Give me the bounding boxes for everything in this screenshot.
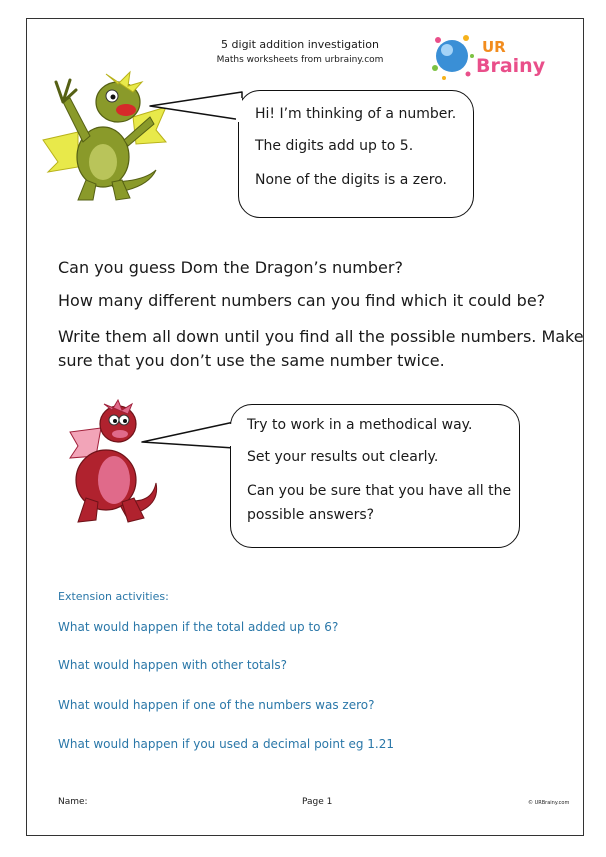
question-text: How many different numbers can you find which it could be? <box>58 291 546 310</box>
question-text: Write them all down until you find all the possible numbers. Make <box>58 327 584 346</box>
extension-item: What would happen if one of the numbers was zero? <box>58 698 375 712</box>
bubble1-line: Hi! I’m thinking of a number. <box>255 106 457 122</box>
logo-text-ur: UR <box>482 38 506 56</box>
speech-bubble-green-dragon <box>238 90 474 218</box>
extension-item: What would happen with other totals? <box>58 658 287 672</box>
bubble2-tail-join <box>228 424 234 446</box>
question-text: sure that you don’t use the same number twice. <box>58 351 445 370</box>
extension-item: What would happen if you used a decimal point eg 1.21 <box>58 737 395 751</box>
name-label: Name: <box>58 797 88 807</box>
speech-bubble-tail-2 <box>142 422 242 462</box>
extension-item: What would happen if the total added up to 6? <box>58 620 339 634</box>
speech-bubble-tail-1 <box>150 90 250 130</box>
bubble2-line: possible answers? <box>247 507 375 523</box>
urbrainy-logo <box>430 28 550 83</box>
worksheet-subtitle: Maths worksheets from urbrainy.com <box>216 55 384 65</box>
red-dragon-illustration <box>56 398 166 526</box>
copyright-text: © URBrainy.com <box>528 800 570 806</box>
bubble1-line: None of the digits is a zero. <box>255 172 447 188</box>
green-dragon-illustration <box>38 62 168 207</box>
bubble1-line: The digits add up to 5. <box>255 138 414 154</box>
logo-text-brainy: Brainy <box>476 55 546 77</box>
worksheet-title: 5 digit addition investigation <box>221 38 379 51</box>
question-text: Can you guess Dom the Dragon’s number? <box>58 258 403 277</box>
bubble1-tail-join <box>236 98 242 122</box>
speech-bubble-red-dragon <box>230 404 520 548</box>
bubble2-line: Try to work in a methodical way. <box>247 417 473 433</box>
page-number: Page 1 <box>302 797 333 807</box>
bubble2-line: Set your results out clearly. <box>247 449 439 465</box>
bubble2-line: Can you be sure that you have all the <box>247 483 512 499</box>
extension-heading: Extension activities: <box>58 590 169 603</box>
